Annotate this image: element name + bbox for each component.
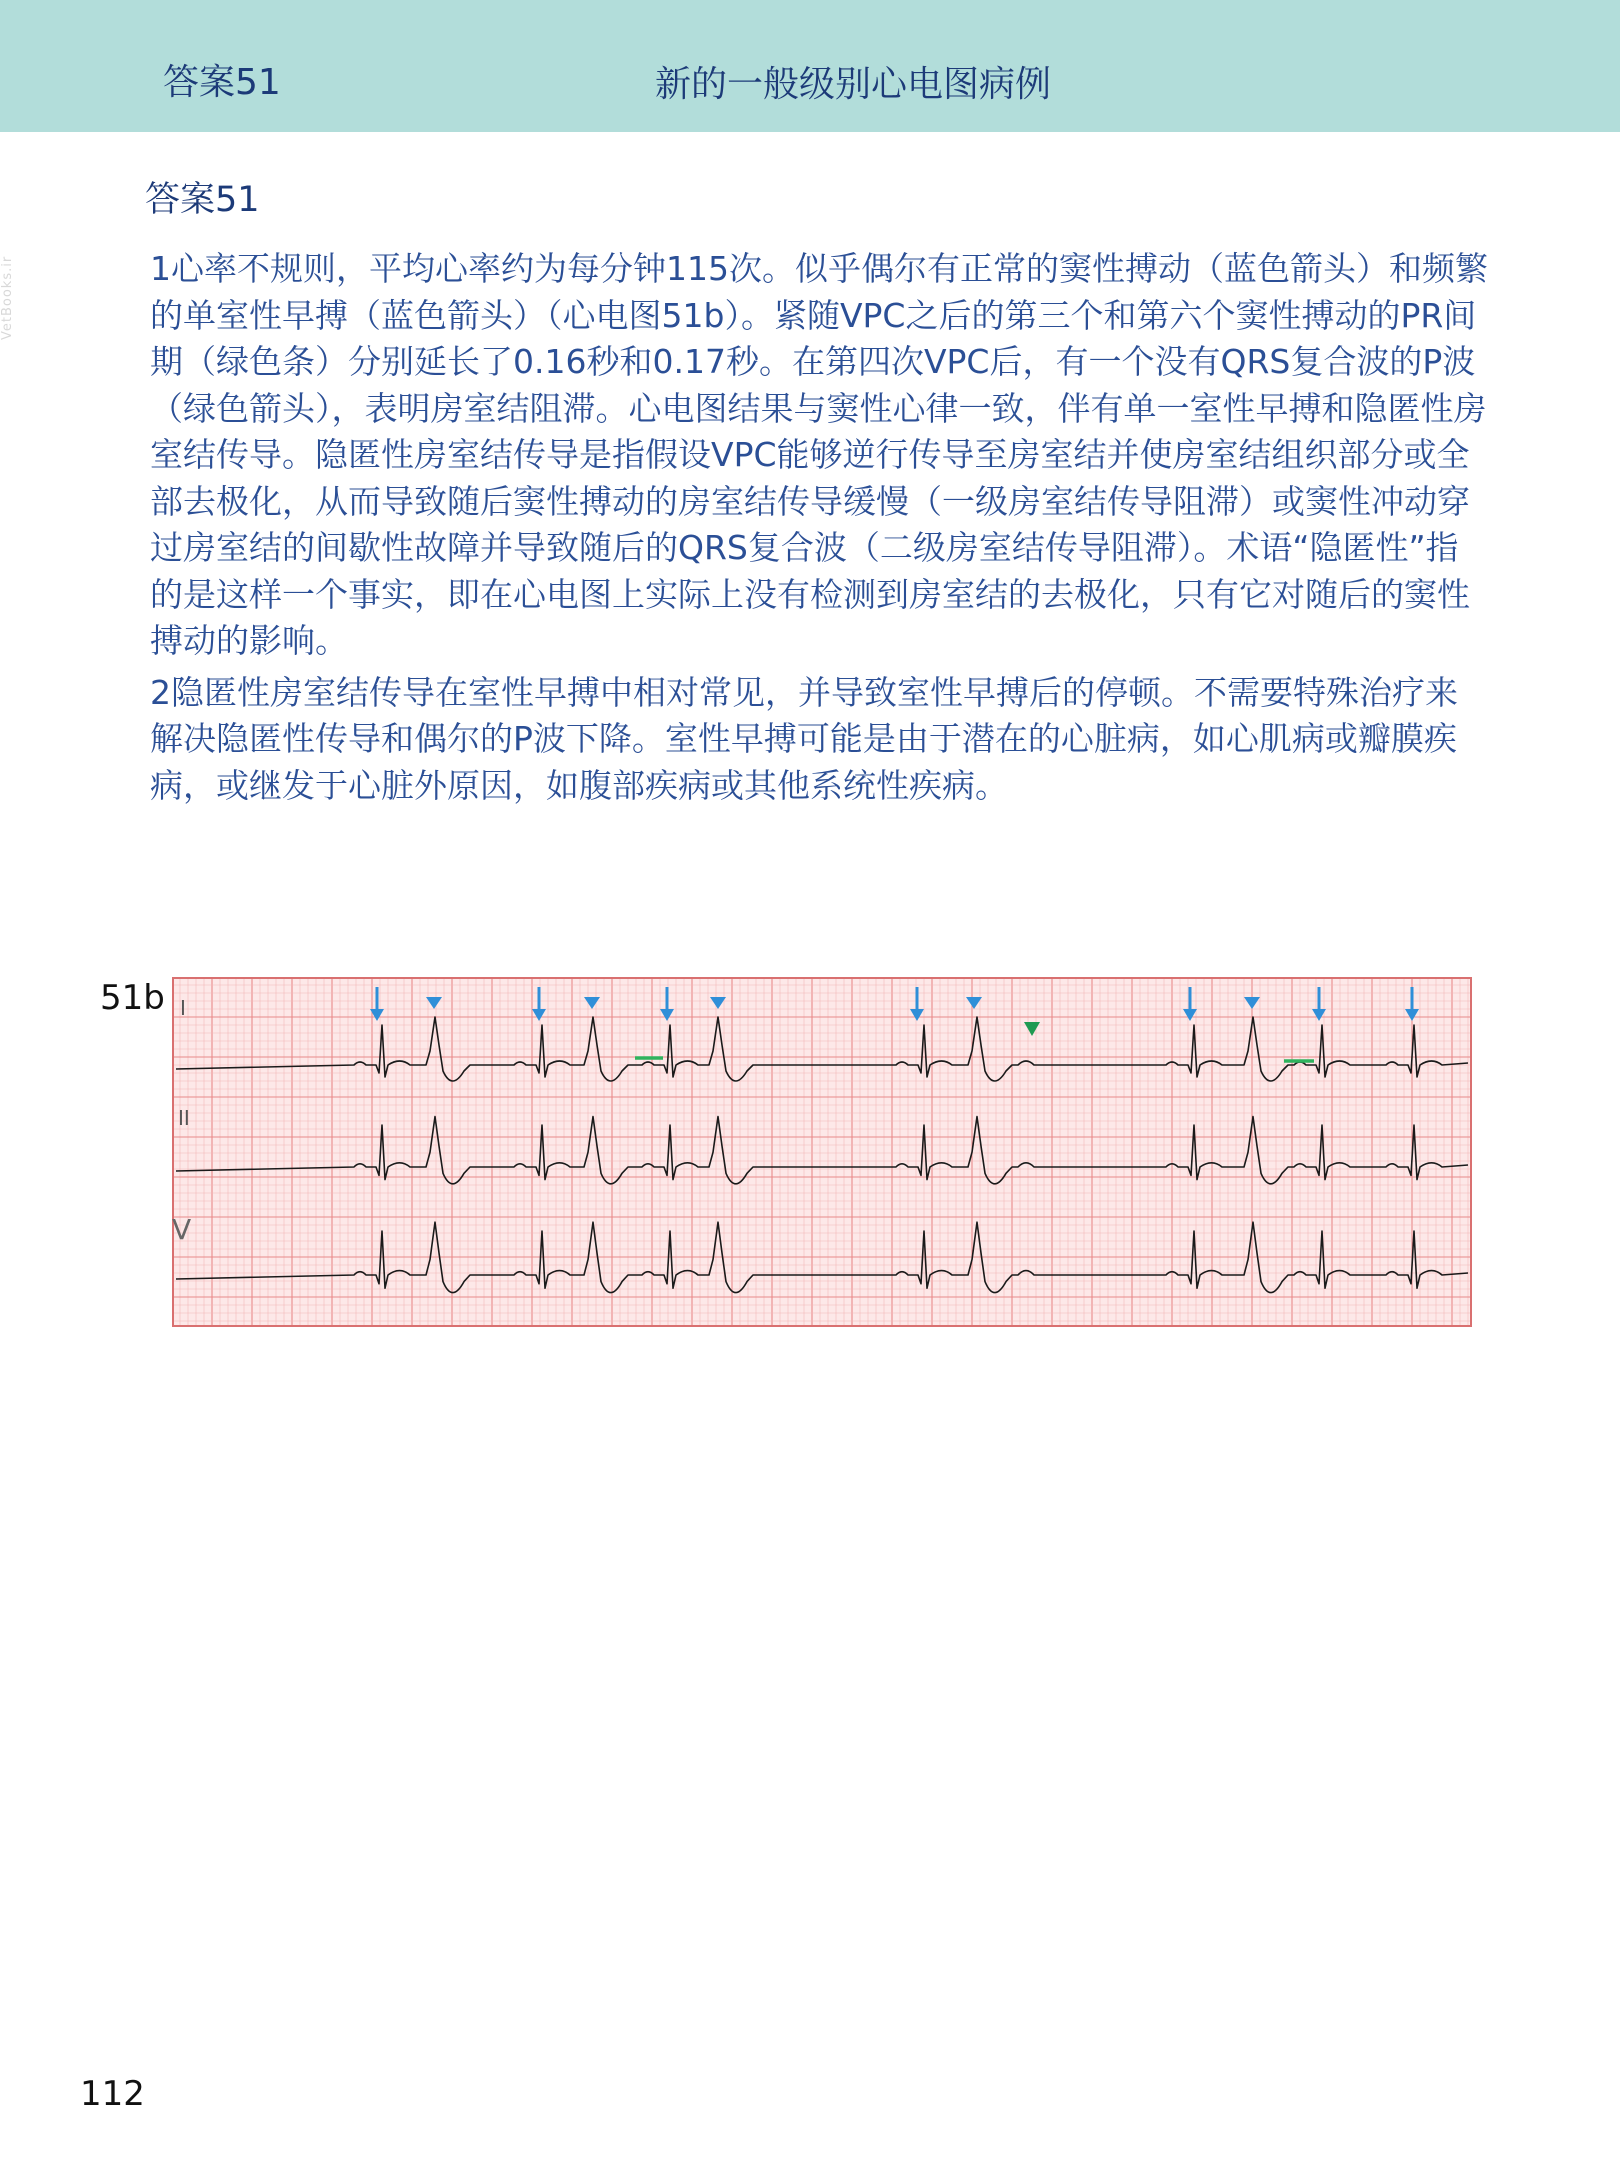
answer-body	[150, 246, 1490, 809]
page-number: 112	[80, 2074, 145, 2114]
lead-label-i: I	[180, 996, 186, 1020]
ecg-figure	[172, 977, 1472, 1327]
paragraph-2: 2隐匿性房室结传导在室性早搏中相对常见，并导致室性早搏后的停顿。不需要特殊治疗来解决隐匿性传导和偶尔的P波下降。室性早搏可能是由于潜在的心脏病，如心肌病或瓣膜疾病，或继发于心脏外原因，如腹部疾病或其他系统性疾病。	[150, 672, 1458, 805]
header-chapter-title: 新的一般级别心电图病例	[655, 64, 1052, 105]
lead-label-v: V	[172, 1213, 192, 1246]
figure-label: 51b	[100, 978, 165, 1018]
page-header	[0, 0, 1620, 132]
section-title: 答案51	[145, 180, 260, 220]
ecg-strip	[172, 977, 1472, 1327]
lead-label-ii: II	[178, 1106, 190, 1130]
header-answer-label: 答案51	[163, 62, 281, 103]
paragraph-1: 1心率不规则，平均心率约为每分钟115次。似乎偶尔有正常的窦性搏动（蓝色箭头）和频繁的单室性早搏（蓝色箭头）（心电图51b）。紧随VPC之后的第三个和第六个窦性搏动的PR间期（绿色条）分别延长了0.16秒和0.17秒。在第四次VPC后，有一个没有QRS复合波的P波（绿色箭头），表明房室结阻滞。心电图结果与窦性心律一致，伴有单一室性早搏和隐匿性房室结传导。隐匿性房室结传导是指假设VPC能够逆行传导至房室结并使房室结组织部分或全部去极化，从而导致随后窦性搏动的房室结传导缓慢（一级房室结传导阻滞）或窦性冲动穿过房室结的间歇性故障并导致随后的QRS复合波（二级房室结传导阻滞）。术语“隐匿性”指的是这样一个事实，即在心电图上实际上没有检测到房室结的去极化，只有它对随后的窦性搏动的影响。	[150, 249, 1488, 660]
watermark: VetBooks.ir	[0, 255, 15, 340]
